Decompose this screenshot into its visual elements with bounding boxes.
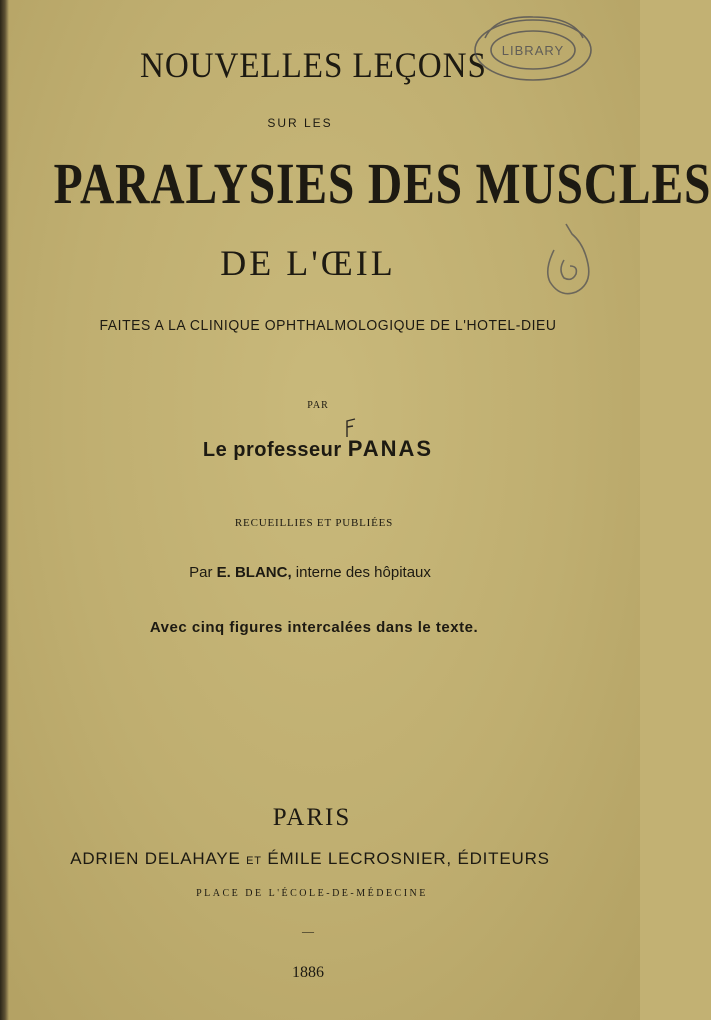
author-name: PANAS	[347, 436, 434, 461]
figures-note: Avec cinq figures intercalées dans le texte.	[149, 619, 479, 636]
title-line-paralysies: PARALYSIES DES MUSCLES	[53, 151, 711, 216]
publisher-a: ADRIEN DELAHAYE	[70, 849, 241, 868]
publisher-address: PLACE DE L'ÉCOLE-DE-MÉDECINE	[196, 888, 428, 899]
publication-year: 1886	[292, 964, 324, 981]
collected-published-line: RECUEILLIES ET PUBLIÉES	[234, 517, 394, 529]
editor-name: E. BLANC,	[216, 564, 292, 581]
title-line-sur-les: SUR LES	[267, 116, 333, 130]
publication-city: PARIS	[272, 804, 352, 831]
title-line-de-l-oeil: DE L'ŒIL	[220, 243, 396, 283]
publisher-b: ÉMILE LECROSNIER, ÉDITEURS	[267, 849, 550, 868]
author-line	[0, 436, 638, 462]
editor-prefix: Par	[189, 564, 213, 581]
editor-line	[0, 564, 630, 581]
handwritten-circled-mark	[536, 220, 596, 300]
by-label: PAR	[307, 400, 329, 411]
author-prefix: Le professeur	[202, 439, 342, 461]
editor-role: interne des hôpitaux	[295, 564, 431, 581]
publishers-line	[0, 849, 630, 869]
publishers-conjunction: ET	[246, 855, 262, 867]
subtitle-clinique: FAITES A LA CLINIQUE OPHTHALMOLOGIQUE DE L'HOTEL-DIEU	[99, 317, 557, 334]
title-line-nouvelles-lecons: NOUVELLES LEÇONS	[140, 45, 487, 85]
separator-dash: —	[302, 924, 314, 938]
library-stamp	[455, 8, 605, 98]
stamp-text: LIBRARY	[501, 43, 565, 58]
